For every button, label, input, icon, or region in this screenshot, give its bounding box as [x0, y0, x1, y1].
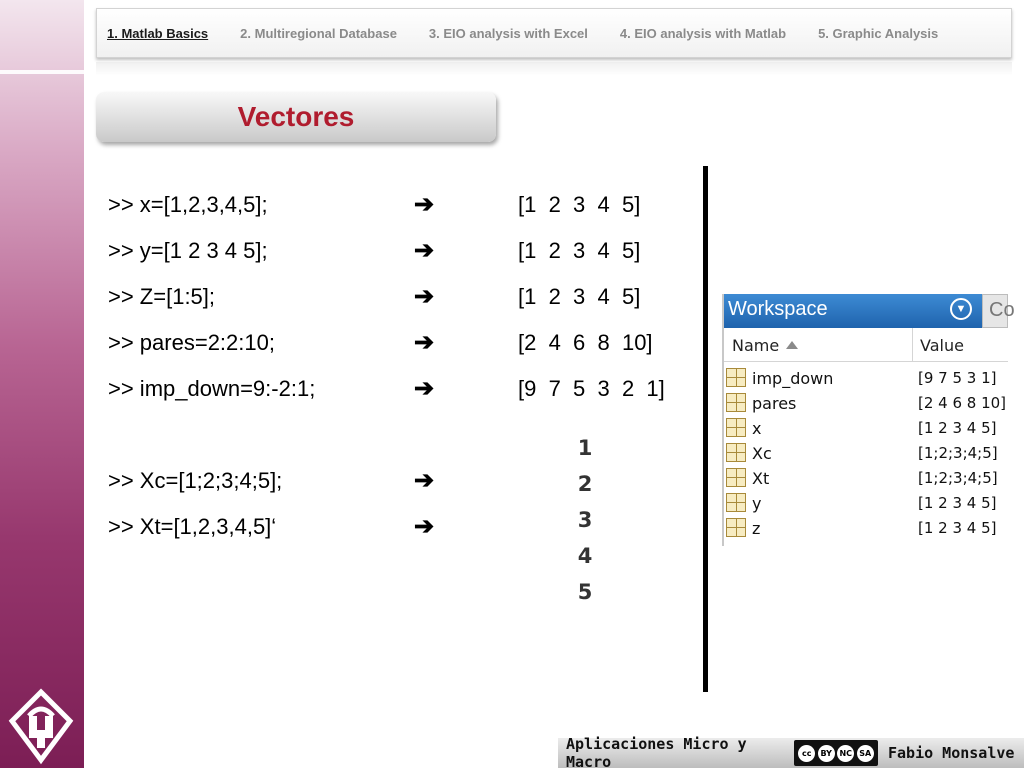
column-vector-item: 2 — [577, 472, 593, 496]
variable-name: imp_down — [752, 369, 834, 388]
arrow-icon: ➔ — [414, 375, 435, 402]
side-gradient-band — [0, 0, 84, 768]
workspace-row[interactable] — [724, 416, 1008, 441]
command-result: [2 4 6 8 10] — [518, 330, 653, 355]
by-icon: BY — [818, 745, 835, 762]
command-result: [9 7 5 3 2 1] — [518, 376, 665, 401]
variable-value: [1;2;3;4;5] — [918, 469, 998, 487]
matrix-variable-icon — [726, 418, 746, 437]
top-tab-bar — [96, 8, 1012, 58]
variable-name: z — [752, 519, 761, 538]
tab-eio-matlab[interactable]: 4. EIO analysis with Matlab — [619, 25, 787, 41]
variable-name: y — [752, 494, 762, 513]
workspace-second-tab[interactable]: Co — [982, 294, 1008, 328]
workspace-row[interactable] — [724, 391, 1008, 416]
matrix-variable-icon — [726, 368, 746, 387]
workspace-variable-list — [724, 366, 1008, 541]
arrow-icon: ➔ — [414, 467, 435, 494]
sort-ascending-icon — [786, 341, 798, 349]
variable-name: Xt — [752, 469, 770, 488]
workspace-panel — [722, 294, 1015, 546]
slide-title: Vectores — [237, 101, 355, 132]
workspace-row[interactable] — [724, 491, 1008, 516]
band-stripe — [0, 70, 84, 74]
variable-value: [1 2 3 4 5] — [918, 519, 997, 537]
command-result: [1 2 3 4 5] — [518, 238, 641, 263]
slide-title-box — [96, 92, 496, 142]
matrix-variable-icon — [726, 393, 746, 412]
command-line: >> y=[1 2 3 4 5]; — [108, 238, 268, 263]
command-line: >> Xt=[1,2,3,4,5]‘ — [108, 514, 277, 539]
workspace-row[interactable] — [724, 366, 1008, 391]
arrow-icon: ➔ — [414, 513, 435, 540]
footer-author: Fabio Monsalve — [888, 744, 1015, 762]
tab-eio-excel[interactable]: 3. EIO analysis with Excel — [428, 25, 588, 41]
arrow-icon: ➔ — [414, 283, 435, 310]
matrix-variable-icon — [726, 518, 746, 537]
matrix-variable-icon — [726, 443, 746, 462]
column-separator[interactable] — [912, 328, 913, 362]
column-vector-result — [570, 436, 600, 616]
workspace-title: Workspace — [728, 298, 828, 320]
command-result: [1 2 3 4 5] — [518, 192, 641, 217]
column-vector-item: 1 — [577, 436, 593, 460]
variable-name: pares — [752, 394, 797, 413]
variable-value: [1;2;3;4;5] — [918, 444, 998, 462]
arrow-icon: ➔ — [414, 237, 435, 264]
column-vector-item: 5 — [577, 580, 593, 604]
workspace-menu-icon[interactable]: ▼ — [950, 298, 972, 320]
column-vector-item: 4 — [577, 544, 593, 568]
matrix-variable-icon — [726, 493, 746, 512]
footer-bar — [558, 735, 1024, 771]
footer-course-title: Aplicaciones Micro y Macro — [566, 735, 747, 771]
command-line: >> x=[1,2,3,4,5]; — [108, 192, 268, 217]
variable-value: [2 4 6 8 10] — [918, 394, 1007, 412]
variable-name: Xc — [752, 444, 772, 463]
command-line: >> pares=2:2:10; — [108, 330, 275, 355]
matrix-variable-icon — [726, 468, 746, 487]
arrow-icon: ➔ — [414, 191, 435, 218]
arrow-icon: ➔ — [414, 329, 435, 356]
variable-value: [9 7 5 3 1] — [918, 369, 997, 387]
command-line: >> Z=[1:5]; — [108, 284, 216, 309]
column-vector-item: 3 — [577, 508, 593, 532]
command-result: [1 2 3 4 5] — [518, 284, 641, 309]
creative-commons-badge-icon — [794, 740, 878, 766]
workspace-row[interactable] — [724, 466, 1008, 491]
tab-matlab-basics[interactable]: 1. Matlab Basics — [107, 25, 209, 41]
command-line: >> imp_down=9:-2:1; — [108, 376, 316, 401]
tab-graphic-analysis[interactable]: 5. Graphic Analysis — [818, 25, 939, 41]
command-line: >> Xc=[1;2;3;4;5]; — [108, 468, 283, 493]
cc-icon: cc — [798, 745, 815, 762]
variable-name: x — [752, 419, 762, 438]
workspace-header — [724, 294, 982, 328]
university-logo-icon — [10, 690, 72, 762]
vertical-divider — [703, 166, 708, 692]
tab-bar-shadow — [96, 62, 1012, 76]
nc-icon: NC — [837, 745, 854, 762]
variable-value: [1 2 3 4 5] — [918, 494, 997, 512]
column-header-value[interactable]: Value — [920, 336, 964, 355]
workspace-row[interactable] — [724, 516, 1008, 541]
workspace-row[interactable] — [724, 441, 1008, 466]
column-header-name[interactable]: Name — [732, 336, 780, 355]
workspace-column-header — [724, 328, 1008, 362]
sa-icon: SA — [857, 745, 874, 762]
variable-value: [1 2 3 4 5] — [918, 419, 997, 437]
tab-multiregional-database[interactable]: 2. Multiregional Database — [240, 25, 397, 41]
